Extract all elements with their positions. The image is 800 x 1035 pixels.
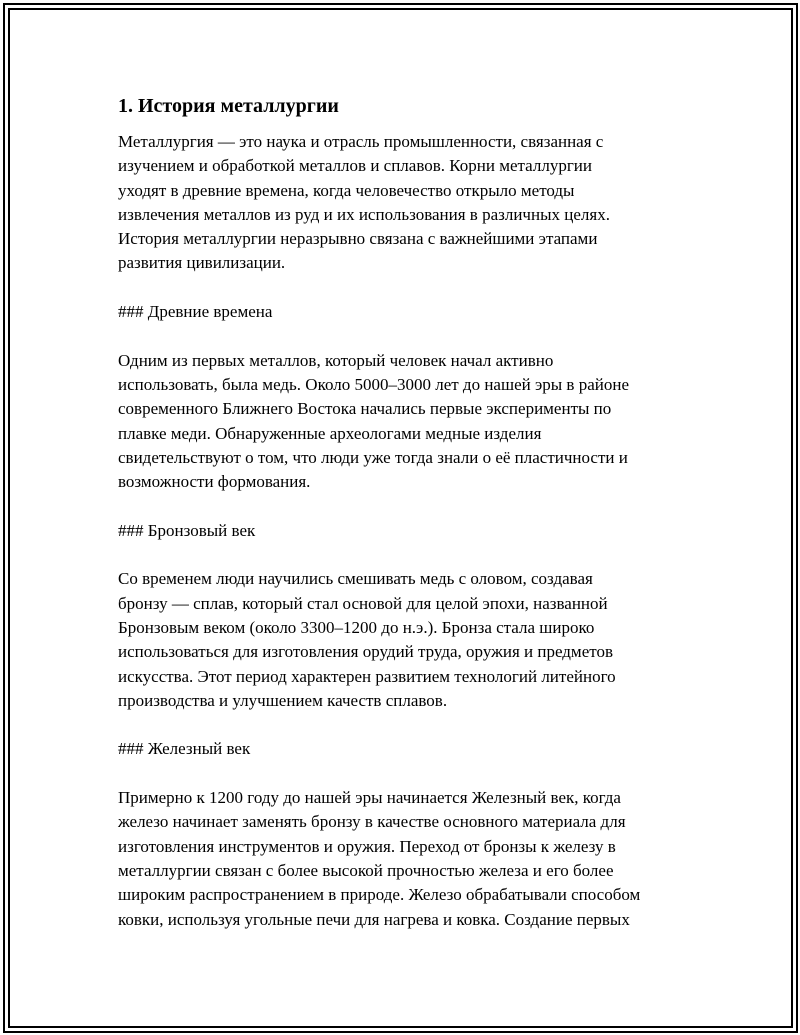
text-line: извлечения металлов из руд и их использования в различных целях. (118, 204, 610, 224)
iron-paragraph (118, 786, 688, 932)
text-line: плавке меди. Обнаруженные археологами медные изделия (118, 423, 542, 443)
section-heading-ancient: ### Древние времена (118, 302, 273, 322)
text-line: Со временем люди научились смешивать медь с оловом, создавая (118, 569, 593, 589)
section-heading-iron: ### Железный век (118, 739, 251, 759)
text-line: бронзу — сплав, который стал основой для целой эпохи, названной (118, 593, 608, 613)
section-heading-bronze: ### Бронзовый век (118, 520, 256, 540)
text-line: металлургии связан с более высокой прочностью железа и его более (118, 860, 614, 880)
paragraph-gap (118, 494, 688, 518)
text-line: Металлургия — это наука и отрасль промышленности, связанная с (118, 132, 604, 151)
text-line: Бронзовым веком (около 3300–1200 до н.э.). Бронза стала широко (118, 617, 595, 637)
paragraph-gap (118, 762, 688, 786)
text-line: современного Ближнего Востока начались первые эксперименты по (118, 399, 612, 419)
text-line: ковки, используя угольные печи для нагрева и ковка. Создание первых (118, 909, 630, 929)
intro-paragraph (118, 130, 688, 276)
text-line: изготовления инструментов и оружия. Переход от бронзы к железу в (118, 836, 616, 856)
text-line: возможности формования. (118, 472, 311, 492)
text-line: искусства. Этот период характерен развитием технологий литейного (118, 666, 616, 686)
document-body (118, 92, 688, 932)
text-line: развития цивилизации. (118, 253, 286, 273)
text-line: Одним из первых металлов, который человек начал активно (118, 350, 554, 370)
text-line: использоваться для изготовления орудий труда, оружия и предметов (118, 642, 613, 662)
text-line: широким распространением в природе. Железо обрабатывали способом (118, 885, 641, 905)
bronze-paragraph (118, 567, 688, 713)
paragraph-gap (118, 713, 688, 737)
text-line: использовать, была медь. Около 5000–3000 лет до нашей эры в районе (118, 374, 629, 394)
text-line: уходят в древние времена, когда человечество открыло методы (118, 180, 575, 200)
text-line: свидетельствуют о том, что люди уже тогда знали о её пластичности и (118, 447, 628, 467)
text-line: Примерно к 1200 году до нашей эры начинается Железный век, когда (118, 788, 621, 808)
document-title: 1. История металлургии (118, 95, 339, 117)
text-line: производства и улучшением качеств сплавов. (118, 690, 448, 710)
text-line: железо начинает заменять бронзу в качестве основного материала для (118, 812, 626, 832)
paragraph-gap (118, 543, 688, 567)
paragraph-gap (118, 276, 688, 300)
text-line: История металлургии неразрывно связана с важнейшими этапами (118, 229, 598, 249)
ancient-paragraph (118, 349, 688, 495)
text-line: изучением и обработкой металлов и сплавов. Корни металлургии (118, 156, 592, 176)
paragraph-gap (118, 324, 688, 348)
